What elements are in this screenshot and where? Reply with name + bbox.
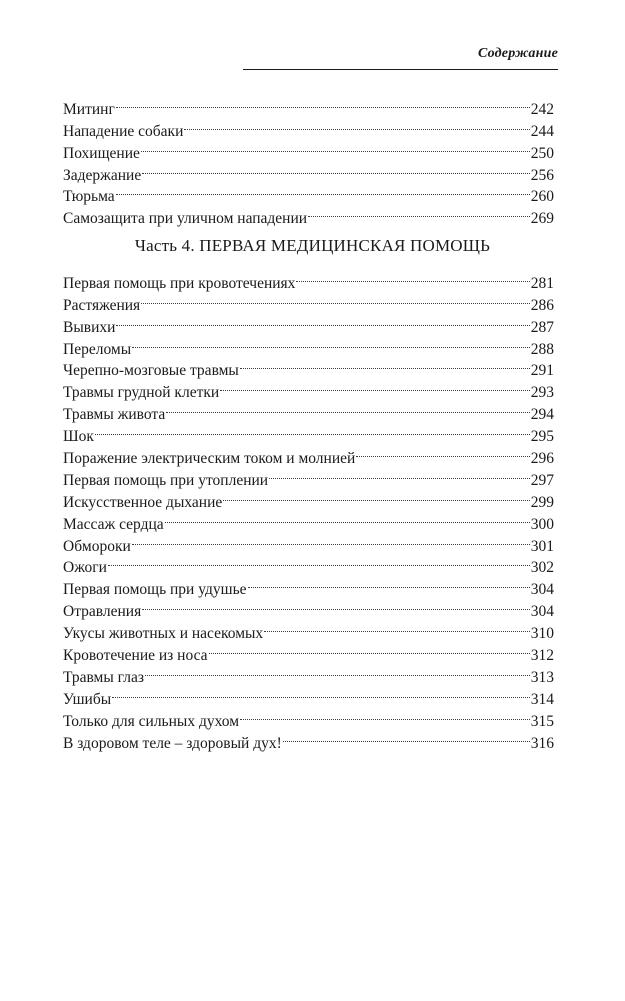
toc-entry-title: Задержание: [63, 166, 142, 184]
dot-leader: [142, 158, 530, 180]
toc-entry-title: Поражение электрическим током и молнией: [63, 450, 356, 468]
toc-entry-page-number: 301: [530, 537, 554, 555]
dot-leader: [95, 419, 530, 441]
dot-leader: [116, 180, 530, 202]
toc-entry: [63, 310, 554, 336]
toc-entry-page-number: 288: [530, 340, 554, 358]
toc-entry-title: Отравления: [63, 603, 142, 621]
toc-entry-title: Искусственное дыхание: [63, 493, 223, 511]
toc-entry-title: Кровотечение из носа: [63, 647, 208, 665]
dot-leader: [296, 266, 529, 288]
toc-entry-page-number: 293: [530, 384, 554, 402]
toc-entry-title: Тюрьма: [63, 188, 115, 206]
toc-entry-page-number: 315: [530, 712, 554, 730]
toc-entry-page-number: 260: [530, 188, 554, 206]
dot-leader: [240, 704, 530, 726]
toc-entry: [63, 266, 554, 292]
dot-leader: [145, 660, 530, 682]
toc-entry: [63, 180, 554, 206]
toc-entry-page-number: 256: [530, 166, 554, 184]
dot-leader: [165, 507, 530, 529]
toc-entry-title: Нападение собаки: [63, 122, 184, 140]
toc-entry-title: В здоровом теле – здоровый дух!: [63, 734, 282, 752]
dot-leader: [248, 572, 530, 594]
toc-entry-page-number: 313: [530, 668, 554, 686]
dot-leader: [264, 616, 530, 638]
toc-entry: [63, 92, 554, 118]
running-head: Содержание: [478, 46, 558, 61]
dot-leader: [223, 485, 529, 507]
toc-entry-page-number: 300: [530, 515, 554, 533]
dot-leader: [116, 92, 530, 114]
toc-entry-title: Первая помощь при утоплении: [63, 471, 269, 489]
dot-leader: [132, 529, 530, 551]
toc-entry: [63, 529, 554, 555]
toc-entry-page-number: 304: [530, 603, 554, 621]
toc-entry-page-number: 244: [530, 122, 554, 140]
toc-entry-title: Переломы: [63, 340, 132, 358]
toc-entry-title: Ушибы: [63, 690, 112, 708]
toc-entry-title: Черепно-мозговые травмы: [63, 362, 239, 380]
toc-list-part4: [63, 266, 554, 752]
toc-entry-page-number: 297: [530, 471, 554, 489]
toc-entry-title: Вывихи: [63, 318, 116, 336]
toc-entry-page-number: 304: [530, 581, 554, 599]
toc-list-part3-tail: [63, 92, 554, 228]
toc-entry-title: Самозащита при уличном нападении: [63, 210, 308, 228]
toc-entry-title: Травмы глаз: [63, 668, 144, 686]
dot-leader: [108, 551, 530, 573]
dot-leader: [166, 397, 529, 419]
dot-leader: [356, 441, 529, 463]
dot-leader: [220, 375, 530, 397]
dot-leader: [209, 638, 530, 660]
toc-entry-page-number: 296: [530, 450, 554, 468]
toc-entry-title: Травмы живота: [63, 406, 166, 424]
toc-entry-page-number: 316: [530, 734, 554, 752]
toc-entry-page-number: 287: [530, 318, 554, 336]
dot-leader: [112, 682, 530, 704]
toc-entry-title: Растяжения: [63, 296, 141, 314]
toc-entry-page-number: 314: [530, 690, 554, 708]
toc-entry: [63, 332, 554, 358]
toc-entry-page-number: 281: [530, 274, 554, 292]
toc-entry-page-number: 291: [530, 362, 554, 380]
toc-entry: [63, 551, 554, 577]
toc-entry-title: Только для сильных духом: [63, 712, 240, 730]
toc-entry-page-number: 302: [530, 559, 554, 577]
toc-entry-title: Первая помощь при кровотечениях: [63, 274, 296, 292]
dot-leader: [240, 354, 530, 376]
toc-entry-page-number: 269: [530, 210, 554, 228]
toc-entry-title: Обмороки: [63, 537, 131, 555]
toc-entry-title: Массаж сердца: [63, 515, 164, 533]
toc-entry-page-number: 310: [530, 625, 554, 643]
toc-entry: [63, 201, 554, 228]
dot-leader: [141, 288, 530, 310]
toc-entry-page-number: 286: [530, 296, 554, 314]
toc-entry-page-number: 242: [530, 100, 554, 118]
toc-entry-title: Шок: [63, 428, 94, 446]
toc-entry-title: Первая помощь при удушье: [63, 581, 247, 599]
toc-entry-page-number: 294: [530, 406, 554, 424]
toc-entry: [63, 419, 554, 446]
toc-entry-title: Митинг: [63, 100, 115, 118]
toc-entry: [63, 682, 554, 708]
toc-entry: [63, 441, 554, 468]
dot-leader: [308, 201, 530, 223]
toc-entry-page-number: 250: [530, 144, 554, 162]
dot-leader: [283, 726, 530, 748]
header-rule: [243, 69, 558, 70]
toc-entry-title: Ожоги: [63, 559, 107, 577]
part-heading: Часть 4. ПЕРВАЯ МЕДИЦИНСКАЯ ПОМОЩЬ: [134, 236, 491, 255]
toc-entry: [63, 354, 554, 380]
toc-entry: [63, 572, 554, 599]
toc-entry-title: Травмы грудной клетки: [63, 384, 220, 402]
dot-leader: [184, 114, 529, 136]
dot-leader: [269, 463, 530, 485]
toc-entry-title: Укусы животных и насекомых: [63, 625, 264, 643]
dot-leader: [142, 594, 530, 616]
toc-entry: [63, 114, 554, 140]
toc-entry-page-number: 312: [530, 647, 554, 665]
dot-leader: [141, 136, 530, 158]
toc-entry-page-number: 299: [530, 493, 554, 511]
toc-entry-title: Похищение: [63, 144, 140, 162]
toc-entry: [63, 704, 554, 730]
dot-leader: [116, 310, 529, 332]
toc-entry-page-number: 295: [530, 428, 554, 446]
dot-leader: [132, 332, 530, 354]
